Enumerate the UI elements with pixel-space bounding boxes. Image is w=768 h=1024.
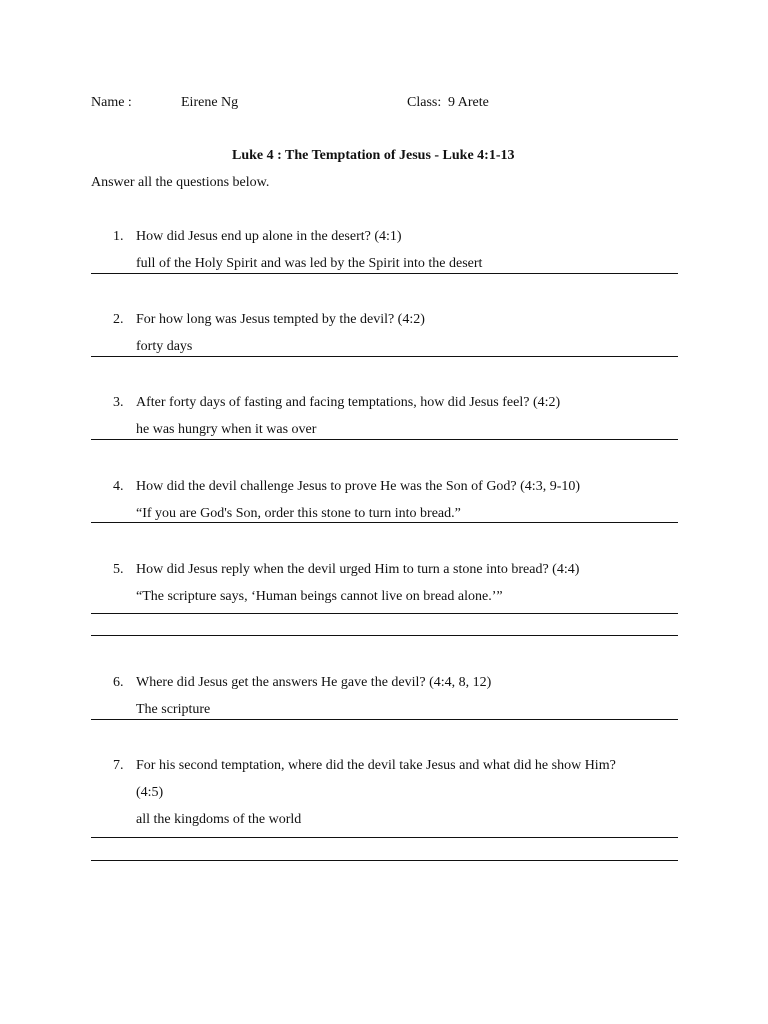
answer-text: he was hungry when it was over	[136, 422, 317, 437]
class-label: Class:	[407, 95, 442, 110]
question-number: 1.	[113, 229, 124, 244]
worksheet-title: Luke 4 : The Temptation of Jesus - Luke 4:1-13	[232, 148, 515, 163]
question-text: After forty days of fasting and facing temptations, how did Jesus feel? (4:2)	[136, 395, 561, 410]
answer-line	[91, 522, 678, 523]
question-number: 5.	[113, 562, 124, 577]
answer-text: full of the Holy Spirit and was led by the Spirit into the desert	[136, 256, 483, 271]
answer-text: all the kingdoms of the world	[136, 812, 302, 827]
class-value: 9 Arete	[448, 95, 489, 110]
question-text: How did Jesus end up alone in the desert? (4:1)	[136, 229, 402, 244]
question-text: For how long was Jesus tempted by the devil? (4:2)	[136, 312, 425, 327]
question-text: Where did Jesus get the answers He gave the devil? (4:4, 8, 12)	[136, 675, 492, 690]
question-number: 3.	[113, 395, 124, 410]
student-name: Eirene Ng	[181, 95, 239, 110]
answer-text: “If you are God's Son, order this stone to turn into bread.”	[136, 506, 461, 521]
question-text: How did the devil challenge Jesus to prove He was the Son of God? (4:3, 9-10)	[136, 479, 581, 494]
answer-line	[91, 356, 678, 357]
answer-line	[91, 837, 678, 838]
name-label: Name :	[91, 95, 132, 110]
question-text: How did Jesus reply when the devil urged Him to turn a stone into bread? (4:4)	[136, 562, 580, 577]
answer-line	[91, 439, 678, 440]
answer-line	[91, 273, 678, 274]
answer-text: “The scripture says, ‘Human beings cannot live on bread alone.’”	[136, 589, 503, 604]
answer-text: forty days	[136, 339, 193, 354]
answer-line	[91, 635, 678, 636]
question-text-continued: (4:5)	[136, 785, 164, 800]
question-text: For his second temptation, where did the devil take Jesus and what did he show Him?	[136, 758, 616, 773]
question-number: 2.	[113, 312, 124, 327]
answer-text: The scripture	[136, 702, 211, 717]
answer-line	[91, 860, 678, 861]
question-number: 6.	[113, 675, 124, 690]
answer-line	[91, 613, 678, 614]
question-number: 7.	[113, 758, 124, 773]
answer-line	[91, 719, 678, 720]
instructions: Answer all the questions below.	[91, 175, 270, 190]
question-number: 4.	[113, 479, 124, 494]
